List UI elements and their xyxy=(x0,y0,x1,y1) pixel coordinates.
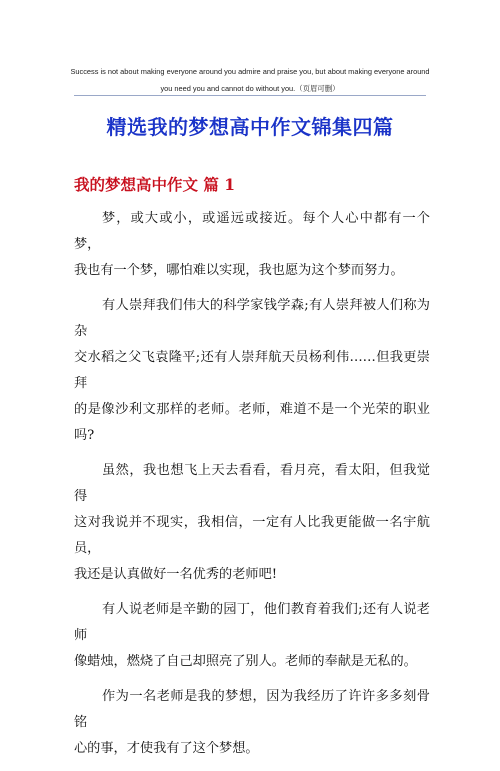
paragraph-line: 作为一名老师是我的梦想，因为我经历了许许多多刻骨铭 xyxy=(74,689,430,730)
header-quote xyxy=(62,63,438,97)
header-divider xyxy=(74,95,426,96)
paragraph-line: 的是像沙利文那样的老师。老师，难道不是一个光荣的职业吗? xyxy=(74,402,430,443)
paragraph-2 xyxy=(74,293,430,449)
paragraph-line: 交水稻之父飞袁隆平;还有人崇拜航天员杨利伟……但我更崇拜 xyxy=(74,350,430,391)
document-title: 精选我的梦想高中作文锦集四篇 xyxy=(106,115,394,139)
paragraph-line: 有人说老师是辛勤的园丁，他们教育着我们;还有人说老师 xyxy=(74,602,430,643)
paragraph-line: 我也有一个梦，哪怕难以实现，我也愿为这个梦而努力。 xyxy=(74,263,404,278)
header-quote-line-1: Success is not about making everyone around you admire and praise you, but about making everyone around xyxy=(70,67,430,76)
body-text xyxy=(74,206,430,771)
header-quote-line-2: you need you and cannot do without you.（页眉可删） xyxy=(160,84,340,93)
paragraph-5 xyxy=(74,684,430,762)
paragraph-3 xyxy=(74,458,430,588)
paragraph-4 xyxy=(74,597,430,675)
paragraph-line: 梦，或大或小，或遥远或接近。每个人心中都有一个梦， xyxy=(74,211,430,252)
paragraph-line: 我还是认真做好一名优秀的老师吧! xyxy=(74,567,278,582)
paragraph-line: 心的事，才使我有了这个梦想。 xyxy=(74,741,259,756)
section-heading: 我的梦想高中作文 篇 1 xyxy=(74,175,236,194)
paragraph-line: 有人崇拜我们伟大的科学家钱学森;有人崇拜被人们称为杂 xyxy=(74,298,430,339)
paragraph-line: 像蜡烛，燃烧了自己却照亮了别人。老师的奉献是无私的。 xyxy=(74,654,417,669)
paragraph-line: 这对我说并不现实，我相信，一定有人比我更能做一名宇航员， xyxy=(74,515,430,556)
paragraph-line: 虽然，我也想飞上天去看看，看月亮，看太阳，但我觉得 xyxy=(74,463,430,504)
paragraph-1 xyxy=(74,206,430,284)
